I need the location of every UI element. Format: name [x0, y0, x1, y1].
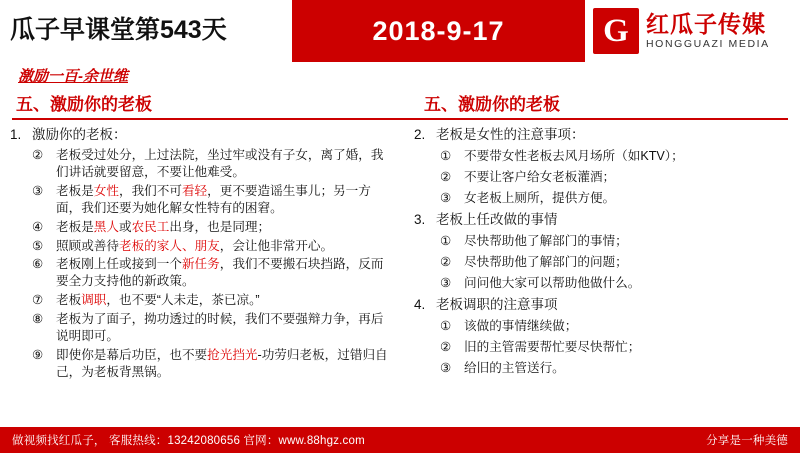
- logo-mark-icon: G: [593, 8, 639, 54]
- sub-list-item-number: ②: [440, 254, 452, 269]
- sub-list-item-number: ④: [32, 219, 44, 234]
- plain-text: ，我们不要搬石块挡路，反而要全力支持他的新政策。: [56, 257, 384, 289]
- plain-text: ，会让他非常开心。: [219, 238, 334, 253]
- course-subtitle: 激励一百-余世维: [18, 68, 128, 85]
- sub-list-item: [32, 256, 396, 290]
- sub-list-item-text: [464, 233, 794, 250]
- sub-list-item-text: [464, 169, 794, 186]
- sub-list-item-text: [464, 318, 794, 335]
- sub-list-item: [440, 339, 794, 356]
- plain-text: 尽快帮助他了解部门的问题；: [464, 254, 628, 269]
- logo-text-block: [646, 12, 770, 50]
- sub-list-item: [32, 311, 396, 345]
- plain-text: 尽快帮助他了解部门的事情；: [464, 234, 628, 249]
- list-item: [414, 296, 794, 314]
- list-item-number: 2.: [414, 127, 426, 142]
- sub-list-item: [440, 275, 794, 292]
- sub-list-item-number: ⑥: [32, 257, 44, 272]
- highlighted-text: 调职: [81, 293, 107, 308]
- sub-list-item: [440, 318, 794, 335]
- sub-list-item: [32, 292, 396, 309]
- sub-list-item-text: [56, 292, 396, 309]
- highlighted-text: 新任务: [181, 257, 220, 272]
- highlighted-text: 抢光挡光: [207, 347, 258, 362]
- list-item-text: 老板上任改做的事情: [436, 211, 558, 227]
- sub-list-item-text: [464, 190, 794, 207]
- footer-contact-text: 做视频找红瓜子， 客服热线：13242080656 官网：www.88hgz.com: [12, 435, 365, 447]
- header-title-area: [0, 0, 292, 62]
- list-item-number: 3.: [414, 211, 426, 227]
- plain-text: 不要让客户给女老板灌酒；: [464, 170, 616, 185]
- plain-text: 或: [118, 219, 132, 234]
- highlighted-text: 农民工: [131, 219, 170, 234]
- sub-list-item: [32, 183, 396, 217]
- sub-list-item: [32, 238, 396, 255]
- slide-header: [0, 0, 800, 62]
- logo-chinese-name: 红瓜子传媒: [646, 10, 766, 37]
- sub-list-item-text: [464, 275, 794, 292]
- sub-list-item-number: ①: [440, 318, 452, 333]
- section-heading-left: 五、激励你的老板: [16, 95, 152, 114]
- content-columns: [0, 120, 800, 383]
- sub-list-item-number: ③: [440, 190, 452, 205]
- sub-list-item-text: [56, 147, 396, 181]
- sub-list-item-number: ②: [32, 148, 44, 163]
- date-text: 2018-9-17: [372, 15, 505, 46]
- section-heading-row: [0, 88, 800, 115]
- sub-list-item-text: [56, 311, 396, 345]
- sub-list-item-number: ⑨: [32, 347, 44, 362]
- sub-list-item-text: [56, 238, 396, 255]
- plain-text: 老板是: [56, 219, 94, 234]
- sub-list-item-number: ③: [440, 360, 452, 375]
- highlighted-text: 黑人: [93, 219, 119, 234]
- page-title: 瓜子早课堂第543天: [10, 16, 227, 45]
- sub-list-item-text: [464, 254, 794, 271]
- plain-text: 老板: [56, 293, 82, 308]
- sub-list-item-number: ①: [440, 149, 452, 164]
- sub-list-item-number: ⑧: [32, 312, 44, 327]
- plain-text: 该做的事情继续做；: [464, 318, 578, 333]
- sub-list-item: [440, 148, 794, 165]
- right-content-column: [400, 126, 800, 383]
- sub-list-item: [32, 219, 396, 236]
- list-item: [414, 126, 794, 144]
- list-item-number: 4.: [414, 296, 426, 312]
- slide-footer: [0, 427, 800, 453]
- plain-text: 老板是: [56, 183, 94, 198]
- list-item-text: 老板是女性的注意事项：: [436, 127, 585, 142]
- sub-list-item-number: ③: [440, 275, 452, 290]
- sub-list-item-number: ②: [440, 339, 452, 354]
- sub-list-item: [440, 169, 794, 186]
- plain-text: ，更不要造谣生事儿；另一方面，我们还要为她化解女性特有的困窘。: [56, 183, 371, 215]
- highlighted-text: 看轻: [181, 183, 208, 198]
- sub-list-item-text: [464, 148, 794, 165]
- highlighted-text: 老板的家人、朋友: [118, 238, 220, 253]
- subtitle-row: [0, 62, 800, 88]
- sub-list-item: [32, 147, 396, 181]
- sub-list-item: [32, 347, 396, 381]
- list-item-number: 1.: [10, 127, 22, 142]
- sub-list-item-text: [56, 347, 396, 381]
- plain-text: ，我们不可: [118, 183, 182, 198]
- brand-logo: [585, 0, 800, 62]
- sub-list-item-number: ⑤: [32, 238, 44, 253]
- list-item: [10, 126, 396, 144]
- sub-list-item-text: [464, 339, 794, 356]
- plain-text: 问问他大家可以帮助他做什么。: [464, 275, 641, 290]
- plain-text: 照顾或善待: [56, 238, 119, 253]
- plain-text: ，也不要“人未走，茶已凉。”: [106, 293, 260, 308]
- sub-list-item-text: [56, 183, 396, 217]
- plain-text: 给旧的主管送行。: [464, 360, 565, 375]
- plain-text: 老板为了面子，拗功透过的时候，我们不要强辩力争，再后说明即可。: [56, 312, 384, 343]
- sub-list-item-text: [464, 360, 794, 377]
- sub-list-item-number: ⑦: [32, 293, 44, 308]
- sub-list-item-number: ①: [440, 234, 452, 249]
- footer-slogan-text: 分享是一种美德: [706, 435, 788, 447]
- section-heading-right-cell: [400, 90, 800, 115]
- plain-text: 女老板上厕所，提供方便。: [464, 190, 616, 205]
- sub-list-item-text: [56, 256, 396, 290]
- plain-text: 出身，也是同理；: [169, 219, 271, 234]
- sub-list-item: [440, 190, 794, 207]
- plain-text: 老板刚上任或接到一个: [56, 257, 182, 272]
- list-item-text: 激励你的老板：: [32, 127, 127, 142]
- section-heading-left-cell: [0, 90, 400, 115]
- section-heading-right: 五、激励你的老板: [424, 95, 560, 114]
- plain-text: 旧的主管需要帮忙要尽快帮忙；: [464, 339, 641, 354]
- highlighted-text: 女性: [93, 183, 119, 198]
- logo-english-name: HONGGUAZI MEDIA: [646, 38, 770, 51]
- sub-list-item-number: ②: [440, 170, 452, 185]
- plain-text: 老板受过处分，上过法院，坐过牢或没有子女，离了婚，我们讲话就要留意，不要让他难受。: [56, 148, 384, 180]
- list-item-text: 老板调职的注意事项: [436, 296, 558, 312]
- sub-list-item: [440, 233, 794, 250]
- list-item: [414, 211, 794, 229]
- sub-list-item: [440, 254, 794, 271]
- plain-text: -功劳归老板，过错归自己，为老板背黑锅。: [56, 347, 388, 379]
- plain-text: 即使你是幕后功臣，也不要: [56, 347, 208, 362]
- sub-list-item: [440, 360, 794, 377]
- plain-text: 不要带女性老板去风月场所（如KTV）；: [464, 149, 684, 164]
- header-date-banner: [292, 0, 585, 62]
- sub-list-item-text: [56, 219, 396, 236]
- left-content-column: [0, 126, 400, 383]
- sub-list-item-number: ③: [32, 183, 44, 198]
